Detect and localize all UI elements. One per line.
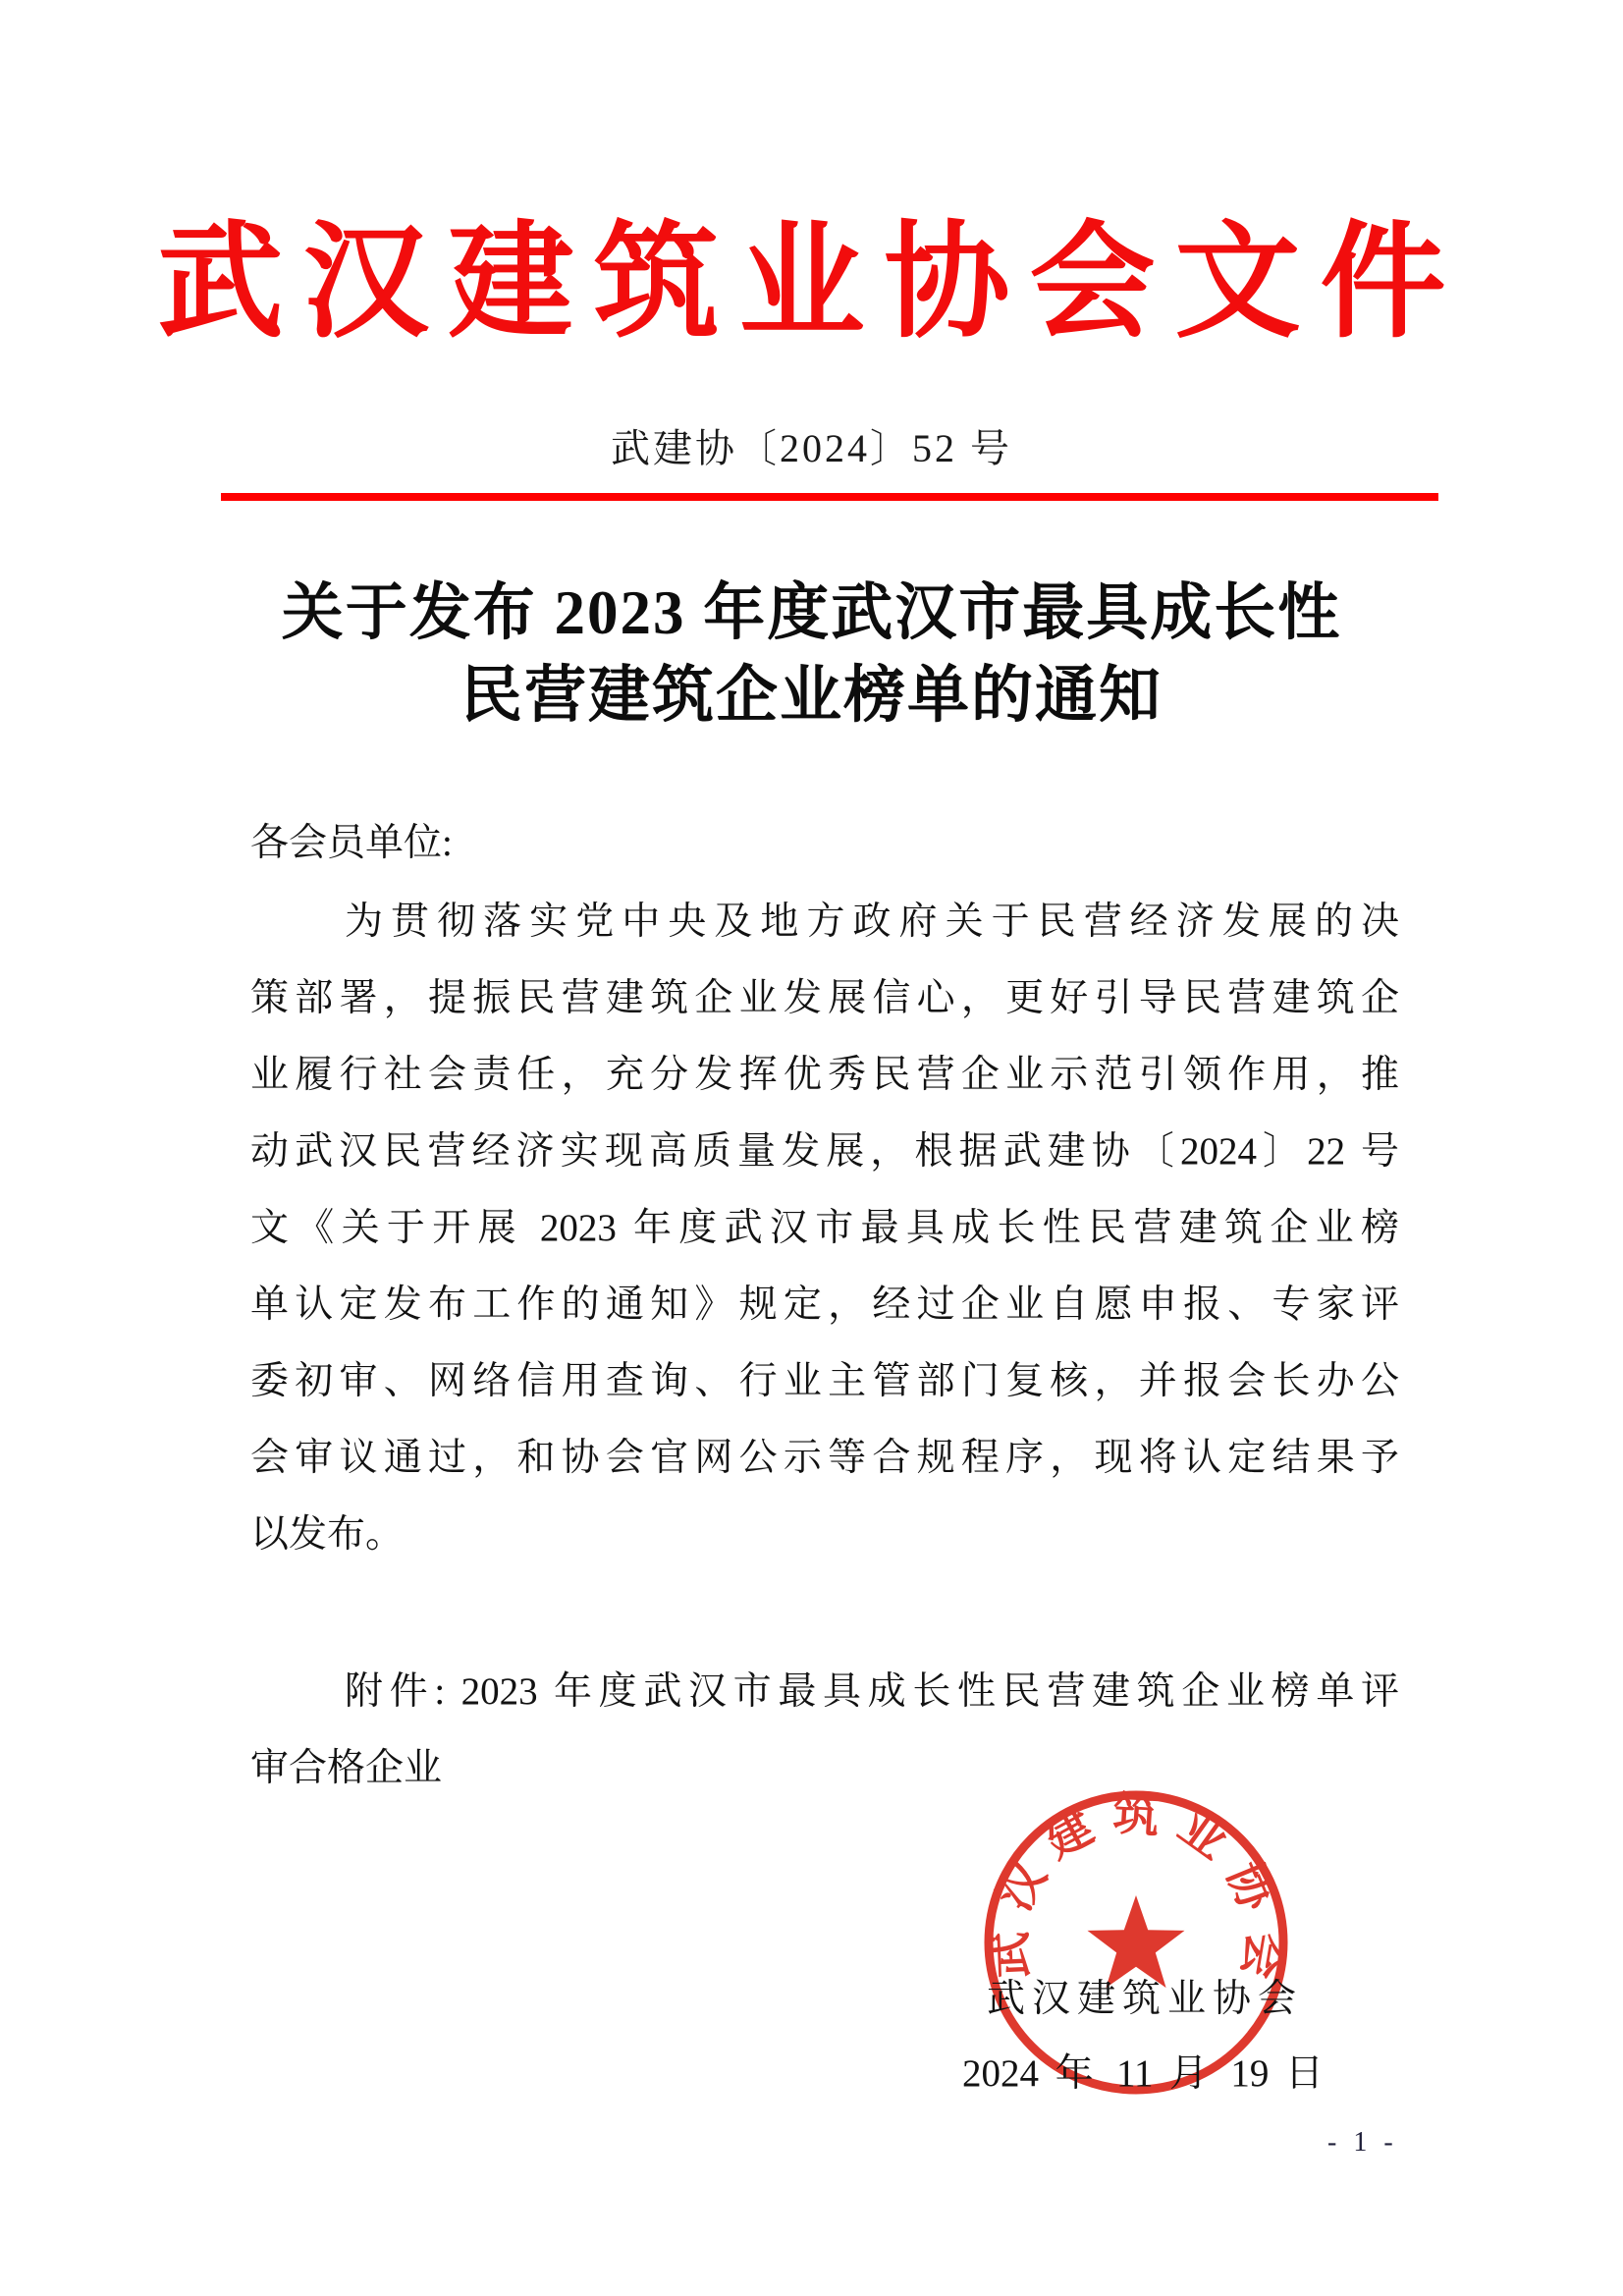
body-line: 为贯彻落实党中央及地方政府关于民营经济发展的决 <box>345 901 1399 943</box>
attachment-line-2: 审合格企业 <box>250 1747 443 1789</box>
org-header-title: 武汉建筑业协会文件 <box>157 213 1466 353</box>
body-line: 委初审、网络信用查询、行业主管部门复核，并报会长办公 <box>250 1360 1399 1402</box>
signer-org-name: 武汉建筑业协会 <box>987 1978 1296 2020</box>
body-line: 文《关于开展 2023 年度武汉市最具成长性民营建筑企业榜 <box>250 1207 1399 1249</box>
doc-number: 武建协〔2024〕52 号 <box>611 426 1012 470</box>
greeting: 各会员单位: <box>250 822 453 864</box>
body-line: 以发布。 <box>250 1513 405 1556</box>
page-number: - 1 - <box>1327 2127 1398 2158</box>
seal-arc-text: 武汉建筑业协会 <box>983 1788 1291 1998</box>
body-line: 会审议通过，和协会官网公示等合规程序，现将认定结果予 <box>250 1437 1399 1479</box>
body-line: 策部署，提振民营建筑企业发展信心，更好引导民营建筑企 <box>250 977 1399 1019</box>
red-rule-divider <box>221 493 1438 501</box>
doc-title-line-2: 民营建筑企业榜单的通知 <box>460 661 1163 730</box>
body-line: 动武汉民营经济实现高质量发展，根据武建协〔2024〕22 号 <box>250 1130 1399 1173</box>
doc-title-line-1: 关于发布 2023 年度武汉市最具成长性 <box>281 578 1342 647</box>
sign-date: 2024 年 11 月 19 日 <box>962 2052 1324 2095</box>
body-line: 业履行社会责任，充分发挥优秀民营企业示范引领作用，推 <box>250 1054 1399 1096</box>
body-line: 单认定发布工作的通知》规定，经过企业自愿申报、专家评 <box>250 1284 1399 1326</box>
attachment-line-1: 附件: 2023 年度武汉市最具成长性民营建筑企业榜单评 <box>345 1670 1399 1713</box>
